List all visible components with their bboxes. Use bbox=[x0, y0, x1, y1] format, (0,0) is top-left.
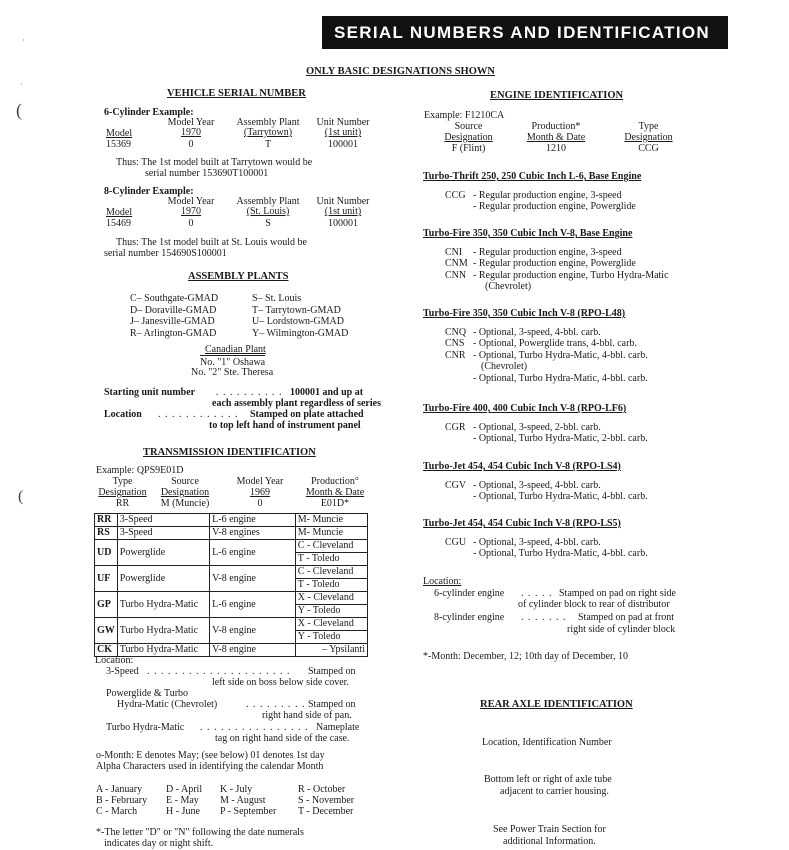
plant-item: U– Lordstown-GMAD bbox=[252, 316, 344, 327]
col-header-plant: Assembly Plant bbox=[236, 117, 300, 128]
engine-location-heading: Location: bbox=[423, 576, 462, 587]
month-code: B - February bbox=[96, 795, 148, 806]
month-code: P - September bbox=[220, 806, 277, 817]
loc-thm-value: Nameplate bbox=[316, 722, 360, 733]
col-header-model: Model bbox=[106, 207, 133, 218]
loc-3speed-label: 3-Speed bbox=[106, 666, 139, 677]
engine-desc: - Optional, 3-speed, 4-bbl. carb. bbox=[473, 479, 601, 491]
value-year: 0 bbox=[257, 498, 263, 509]
plant-item: R– Arlington-GMAD bbox=[130, 327, 217, 339]
six-year: 1970 bbox=[181, 127, 201, 138]
cell-type: Turbo Hydra-Matic bbox=[117, 618, 209, 644]
engine-group bbox=[423, 403, 743, 445]
loc-powerglide-label: Powerglide & Turbo bbox=[106, 688, 189, 699]
col-header-designation: Designation bbox=[624, 132, 673, 143]
six-unit-value: 100001 bbox=[328, 139, 358, 150]
eight-year: 1970 bbox=[181, 206, 201, 217]
engine-group-title: Turbo-Fire 350, 350 Cubic Inch V-8 (RPO-L48) bbox=[423, 308, 626, 319]
engine-group-title: Turbo-Jet 454, 454 Cubic Inch V-8 (RPO-LS4) bbox=[423, 461, 621, 472]
engine-six-label: 6-cylinder engine bbox=[434, 588, 505, 599]
table-row bbox=[95, 644, 368, 657]
plant-item: T– Tarrytown-GMAD bbox=[252, 304, 341, 316]
six-model-value: 15369 bbox=[106, 139, 131, 150]
six-cyl-label: 6-Cylinder Example: bbox=[104, 107, 194, 118]
cell-engine: V-8 engine bbox=[210, 566, 296, 592]
col-header-model: Model bbox=[106, 128, 133, 139]
six-year-value: 0 bbox=[188, 139, 194, 150]
axle-location-line1: Bottom left or right of axle tube bbox=[484, 774, 612, 785]
engine-code: CGR bbox=[445, 421, 466, 433]
cell-plant: M- Muncie bbox=[295, 514, 367, 527]
eight-plant-value: S bbox=[265, 218, 271, 229]
eight-unit-value: 100001 bbox=[328, 218, 358, 229]
axle-see-line1: See Power Train Section for bbox=[493, 824, 606, 835]
engine-group bbox=[423, 228, 743, 293]
cell-type: 3-Speed bbox=[117, 527, 209, 540]
axle-see-line2: additional Information. bbox=[503, 836, 596, 847]
plants-heading: ASSEMBLY PLANTS bbox=[188, 271, 289, 282]
dot-leader: . . . . . . . . . . . . . . . . bbox=[200, 722, 309, 733]
cell-type: Turbo Hydra-Matic bbox=[117, 644, 209, 657]
col-header-designation: Designation bbox=[98, 487, 147, 498]
engine-desc: - Regular production engine, Powerglide bbox=[473, 258, 636, 269]
month-code: E - May bbox=[166, 795, 199, 806]
engine-desc: (Chevrolet) bbox=[481, 361, 528, 372]
cell-plant: X - Cleveland bbox=[295, 592, 367, 605]
month-code: H - June bbox=[166, 806, 200, 817]
starting-unit-value2: each assembly plant regardless of series bbox=[212, 398, 381, 409]
cell-engine: L-6 engine bbox=[210, 514, 296, 527]
banner-title: SERIAL NUMBERS AND IDENTIFICATION bbox=[334, 23, 710, 42]
table-row bbox=[95, 527, 368, 540]
col-header-plant: Assembly Plant bbox=[236, 196, 300, 207]
margin-mark: ( bbox=[18, 488, 24, 505]
month-code: T - December bbox=[298, 806, 354, 817]
month-note-line1: o-Month: E denotes May; (see below) 01 denotes 1st day bbox=[96, 750, 325, 761]
trans-example: Example: QPS9E01D bbox=[96, 465, 184, 476]
engine-code: CNR bbox=[445, 349, 466, 361]
cell-code: GW bbox=[95, 618, 118, 644]
cell-type: Powerglide bbox=[117, 566, 209, 592]
cell-engine: L-6 engine bbox=[210, 592, 296, 618]
loc-powerglide-label2: Hydra-Matic (Chevrolet) bbox=[117, 699, 218, 710]
col-header-month-date: Month & Date bbox=[305, 487, 365, 498]
col-header-year: Model Year bbox=[236, 476, 284, 487]
dot-leader: . . . . . . . bbox=[521, 612, 567, 623]
engine-six-value: Stamped on pad on right side bbox=[559, 588, 676, 599]
engine-group bbox=[423, 171, 723, 213]
dot-leader: . . . . . . . . . . . . . . . . . . . . . bbox=[147, 666, 291, 677]
cell-engine: V-8 engine bbox=[210, 644, 296, 657]
footnote-line2: indicates day or night shift. bbox=[104, 838, 214, 849]
engine-desc: - Regular production engine, Turbo Hydra-Matic bbox=[473, 269, 669, 281]
cell-engine: V-8 engine bbox=[210, 618, 296, 644]
location-label: Location bbox=[104, 409, 142, 420]
dot-leader: . . . . . bbox=[521, 588, 553, 599]
plant-item: D– Doraville-GMAD bbox=[130, 304, 217, 316]
engine-desc: - Optional, Powerglide trans, 4-bbl. carb. bbox=[473, 338, 637, 349]
cell-plant: X - Cleveland bbox=[295, 618, 367, 631]
plant-item: C– Southgate-GMAD bbox=[130, 293, 219, 304]
plants-right-list bbox=[252, 293, 348, 339]
engine-desc: - Optional, Turbo Hydra-Matic, 4-bbl. carb. bbox=[473, 349, 648, 361]
trans-location-heading: Location: bbox=[95, 655, 134, 666]
loc-thm-label: Turbo Hydra-Matic bbox=[106, 722, 185, 733]
dot-leader: . . . . . . . . . . . . bbox=[158, 409, 239, 420]
engine-code: CNQ bbox=[445, 326, 467, 338]
col-header-production: Production° bbox=[311, 476, 359, 487]
loc-powerglide-value: Stamped on bbox=[308, 699, 356, 710]
table-row bbox=[95, 592, 368, 605]
engine-desc: - Optional, 3-speed, 4-bbl. carb. bbox=[473, 326, 601, 338]
table-row bbox=[95, 566, 368, 579]
six-thus-line1: Thus: The 1st model built at Tarrytown would be bbox=[116, 157, 313, 168]
engine-eight-label: 8-cylinder engine bbox=[434, 612, 505, 623]
month-code: C - March bbox=[96, 806, 138, 817]
table-row bbox=[95, 514, 368, 527]
month-code: M - August bbox=[220, 795, 266, 806]
col-header-month-date: Month & Date bbox=[526, 132, 586, 143]
engine-desc: - Optional, 3-speed, 4-bbl. carb. bbox=[473, 536, 601, 548]
col-header-source: Source bbox=[454, 121, 483, 132]
axle-location-line2: adjacent to carrier housing. bbox=[500, 786, 609, 797]
plant-item: J– Janesville-GMAD bbox=[130, 316, 215, 327]
value-month-date: 1210 bbox=[546, 143, 566, 154]
margin-mark: ( bbox=[16, 100, 22, 120]
six-plant-value: T bbox=[264, 139, 272, 150]
engine-desc: - Regular production engine, Powerglide bbox=[473, 201, 636, 212]
cell-code: RS bbox=[95, 527, 118, 540]
engine-desc: - Regular production engine, 3-speed bbox=[473, 246, 622, 258]
engine-heading: ENGINE IDENTIFICATION bbox=[490, 90, 624, 101]
engine-code: CNN bbox=[445, 269, 467, 281]
transmission-table bbox=[94, 513, 368, 657]
cell-code: CK bbox=[95, 644, 118, 657]
cell-plant: T - Toledo bbox=[295, 579, 367, 592]
cell-code: UD bbox=[95, 540, 118, 566]
col-header-unit: Unit Number bbox=[316, 196, 370, 207]
dot-leader: . . . . . . . . . bbox=[246, 699, 306, 710]
canadian-plant-2: No. "2" Ste. Theresa bbox=[191, 367, 274, 378]
cell-code: UF bbox=[95, 566, 118, 592]
engine-desc: - Optional, 3-speed, 2-bbl. carb. bbox=[473, 421, 601, 433]
engine-group bbox=[423, 461, 743, 503]
title-banner bbox=[322, 16, 728, 49]
cell-plant: – Ypsilanti bbox=[295, 644, 367, 657]
location-value2: to top left hand of instrument panel bbox=[209, 420, 361, 431]
cell-plant: C - Cleveland bbox=[295, 540, 367, 553]
starting-unit-label: Starting unit number bbox=[104, 387, 196, 398]
eight-year-value: 0 bbox=[188, 218, 194, 229]
plant-item: Y– Wilmington-GMAD bbox=[252, 327, 349, 339]
engine-eight-value: Stamped on pad at front bbox=[578, 612, 675, 623]
starting-unit-value: 100001 and up at bbox=[290, 387, 364, 398]
eight-model-value: 15469 bbox=[106, 218, 131, 229]
col-header-type: Type bbox=[112, 476, 133, 487]
cell-plant: C - Cleveland bbox=[295, 566, 367, 579]
month-note-line2: Alpha Characters used in identifying the calendar Month bbox=[96, 761, 324, 772]
eight-plant: (St. Louis) bbox=[246, 206, 290, 217]
col-header-source: Source bbox=[171, 476, 199, 487]
month-code: S - November bbox=[298, 795, 355, 806]
subtitle: ONLY BASIC DESIGNATIONS SHOWN bbox=[306, 66, 495, 77]
value-source: F (Flint) bbox=[451, 143, 486, 154]
cell-type: 3-Speed bbox=[117, 514, 209, 527]
engine-eight-value2: right side of cylinder block bbox=[567, 624, 676, 635]
cell-plant: T - Toledo bbox=[295, 553, 367, 566]
eight-thus-line1: Thus: The 1st model built at St. Louis would be bbox=[116, 237, 307, 248]
cell-type: Powerglide bbox=[117, 540, 209, 566]
engine-month-note: *-Month: December, 12; 10th day of December, 10 bbox=[423, 651, 628, 662]
engine-example-table bbox=[426, 121, 696, 157]
eight-unit: (1st unit) bbox=[324, 206, 362, 217]
engine-desc: - Optional, Turbo Hydra-Matic, 4-bbl. carb. bbox=[473, 548, 648, 559]
engine-code: CCG bbox=[445, 189, 466, 201]
six-thus-line2: serial number 153690T100001 bbox=[145, 168, 269, 179]
engine-group bbox=[423, 308, 743, 384]
col-header-year: Model Year bbox=[167, 196, 215, 207]
vsn-heading: VEHICLE SERIAL NUMBER bbox=[167, 88, 306, 99]
col-header-unit: Unit Number bbox=[316, 117, 370, 128]
cell-type: Turbo Hydra-Matic bbox=[117, 592, 209, 618]
footnote-line1: *-The letter "D" or "N" following the date numerals bbox=[96, 827, 304, 838]
cell-plant: Y - Toledo bbox=[295, 605, 367, 618]
dot-leader: . . . . . . . . . . bbox=[216, 387, 283, 398]
eight-cyl-label: 8-Cylinder Example: bbox=[104, 186, 194, 197]
trans-heading: TRANSMISSION IDENTIFICATION bbox=[143, 447, 316, 458]
eight-thus-line2: serial number 154690S100001 bbox=[104, 248, 227, 259]
table-row bbox=[95, 618, 368, 631]
trans-example-table bbox=[95, 476, 370, 512]
engine-desc: - Optional, Turbo Hydra-Matic, 4-bbl. carb. bbox=[473, 491, 648, 502]
engine-group-title: Turbo-Jet 454, 454 Cubic Inch V-8 (RPO-LS5) bbox=[423, 518, 621, 529]
engine-group-title: Turbo-Fire 400, 400 Cubic Inch V-8 (RPO-LF6) bbox=[423, 403, 627, 414]
col-header-designation: Designation bbox=[444, 132, 493, 143]
month-code: D - April bbox=[166, 784, 203, 795]
loc-3speed-value: Stamped on bbox=[308, 666, 356, 677]
engine-code: CGU bbox=[445, 536, 467, 548]
loc-thm-value2: tag on right hand side of the case. bbox=[215, 733, 350, 744]
engine-example: Example: F1210CA bbox=[424, 110, 505, 121]
six-plant: (Tarrytown) bbox=[243, 127, 293, 138]
six-unit: (1st unit) bbox=[324, 127, 362, 138]
loc-powerglide-value2: right hand side of pan. bbox=[262, 710, 352, 721]
engine-group-title: Turbo-Fire 350, 350 Cubic Inch V-8, Base Engine bbox=[423, 228, 633, 239]
engine-desc: (Chevrolet) bbox=[485, 281, 532, 292]
cell-code: RR bbox=[95, 514, 118, 527]
engine-six-value2: of cylinder block to rear of distributor bbox=[518, 599, 670, 610]
cell-plant: M- Muncie bbox=[295, 527, 367, 540]
engine-code: CNI bbox=[445, 246, 463, 258]
axle-heading: REAR AXLE IDENTIFICATION bbox=[480, 699, 633, 710]
engine-desc: - Optional, Turbo Hydra-Matic, 4-bbl. carb. bbox=[473, 372, 648, 384]
value-source: M (Muncie) bbox=[160, 498, 210, 509]
location-value: Stamped on plate attached bbox=[250, 409, 364, 420]
plant-item: S– St. Louis bbox=[252, 293, 302, 304]
engine-group-title: Turbo-Thrift 250, 250 Cubic Inch L-6, Base Engine bbox=[423, 171, 642, 182]
col-header-year: Model Year bbox=[167, 117, 215, 128]
value-type: RR bbox=[115, 498, 130, 509]
engine-code: CGV bbox=[445, 479, 467, 491]
month-code: A - January bbox=[96, 784, 143, 795]
cell-engine: L-6 engine bbox=[210, 540, 296, 566]
plants-left-list bbox=[130, 293, 218, 339]
engine-code: CNM bbox=[445, 258, 468, 269]
engine-group bbox=[423, 518, 743, 560]
engine-code: CNS bbox=[445, 338, 465, 349]
table-row bbox=[95, 540, 368, 553]
axle-location: Location, Identification Number bbox=[482, 737, 612, 748]
value-production: E01D* bbox=[320, 498, 350, 509]
col-header-designation: Designation bbox=[160, 487, 210, 498]
month-code: K - July bbox=[220, 784, 253, 795]
cell-engine: V-8 engines bbox=[210, 527, 296, 540]
month-code: R - October bbox=[298, 784, 346, 795]
loc-3speed-value2: left side on boss below side cover. bbox=[212, 677, 349, 688]
canadian-plant-1: No. "1" Oshawa bbox=[200, 357, 266, 368]
cell-code: GP bbox=[95, 592, 118, 618]
speck-mark: · bbox=[20, 80, 23, 89]
value-type: CCG bbox=[638, 143, 659, 154]
col-header-production: Production* bbox=[531, 121, 581, 132]
engine-desc: - Optional, Turbo Hydra-Matic, 2-bbl. carb. bbox=[473, 433, 648, 444]
speck-mark: · bbox=[22, 36, 25, 45]
col-header-type: Type bbox=[638, 121, 659, 132]
engine-desc: - Regular production engine, 3-speed bbox=[473, 189, 622, 201]
cell-plant: Y - Toledo bbox=[295, 631, 367, 644]
col-header-year-value: 1969 bbox=[250, 487, 270, 498]
canadian-plant-label: Canadian Plant bbox=[205, 344, 266, 355]
